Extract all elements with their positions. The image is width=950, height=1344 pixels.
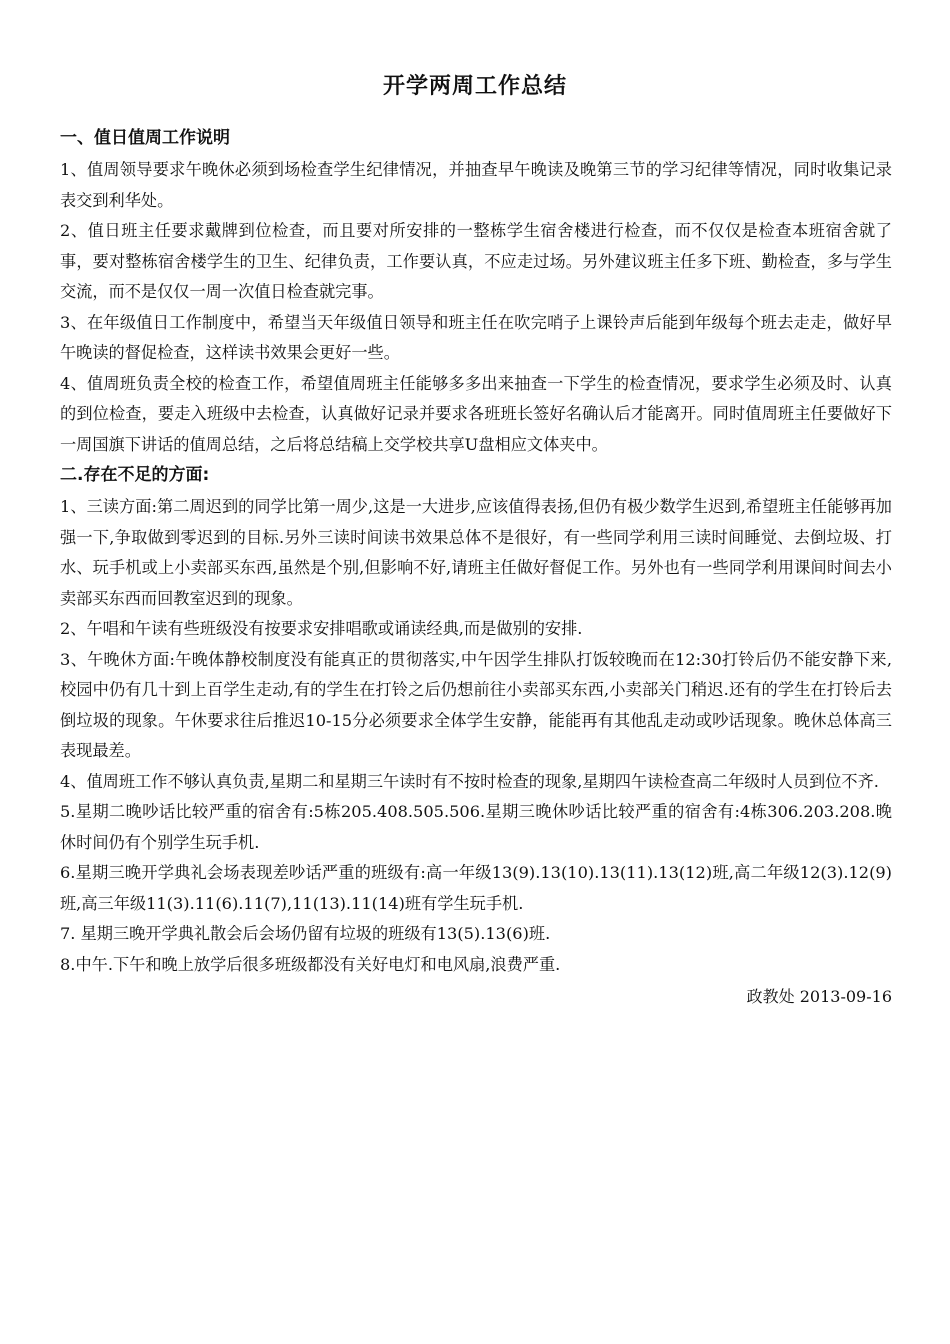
document-title: 开学两周工作总结 [382,74,567,99]
section-2-item: 5.星期二晚吵话比较严重的宿舍有:5栋205.408.505.506.星期三晚休吵话比较严重的宿舍有:4栋306.203.208.晚休时间仍有个别学生玩手机. [60,802,892,852]
section-1-item: 1、值周领导要求午晚休必须到场检查学生纪律情况，并抽查早午晚读及晚第三节的学习纪律等情况，同时收集记录表交到利华处。 [60,160,892,210]
section-2-item: 3、午晚休方面:午晚体静校制度没有能真正的贯彻落实,中午因学生排队打饭较晚而在12:30打铃后仍不能安静下来,校园中仍有几十到上百学生走动,有的学生在打铃之后仍想前往小卖部买东西,小卖部关门稍迟.还有的学生在打铃后去倒垃圾的现象。午休要求往后推迟10-15分必须要求全体学生安静，能能再有其他乱走动或吵话现象。晚休总体高三表现最差。 [60,649,892,760]
document-body [60,125,892,1012]
signature-line: 政教处 2013-09-16 [746,987,892,1006]
section-1-item: 4、值周班负责全校的检查工作，希望值周班主任能够多多出来抽查一下学生的检查情况，要求学生必须及时、认真的到位检查，要走入班级中去检查，认真做好记录并要求各班班长签好名确认后才能离开。同时值周班主任要做好下一周国旗下讲话的值周总结，之后将总结稿上交学校共享U盘相应文体夹中。 [60,373,892,454]
section-2-heading: 二.存在不足的方面: [60,465,210,485]
section-2-item: 2、午唱和午读有些班级没有按要求安排唱歌或诵读经典,而是做别的安排. [60,619,583,638]
section-2-item: 8.中午.下午和晚上放学后很多班级都没有关好电灯和电风扇,浪费严重. [60,954,561,974]
section-2-item: 4、值周班工作不够认真负责,星期二和星期三午读时有不按时检查的现象,星期四午读检查高二年级时人员到位不齐. [60,771,879,791]
section-1-item: 2、值日班主任要求戴牌到位检查，而且要对所安排的一整栋学生宿舍楼进行检查，而不仅仅是检查本班宿舍就了事，要对整栋宿舍楼学生的卫生、纪律负责，工作要认真，不应走过场。另外建议班主任多下班、勤检查，多与学生交流，而不是仅仅一周一次值日检查就完事。 [60,221,892,301]
section-2-item: 6.星期三晚开学典礼会场表现差吵话严重的班级有:高一年级13(9).13(10).13(11).13(12)班,高二年级12(3).12(9)班,高三年级11(3).11(6).11(7),11(13).11(14)班有学生玩手机. [60,863,892,913]
section-2-item: 1、三读方面:第二周迟到的同学比第一周少,这是一大进步,应该值得表扬,但仍有极少数学生迟到,希望班主任能够再加强一下,争取做到零迟到的目标.另外三读时间读书效果总体不是很好，有一些同学利用三读时间睡觉、去倒垃圾、打水、玩手机或上小卖部买东西,虽然是个别,但影响不好,请班主任做好督促工作。另外也有一些同学利用课间时间去小卖部买东西而回教室迟到的现象。 [60,497,892,608]
section-1-heading: 一、值日值周工作说明 [60,128,230,148]
section-2-item: 7. 星期三晚开学典礼散会后会场仍留有垃圾的班级有13(5).13(6)班. [60,924,551,943]
section-1-item: 3、在年级值日工作制度中，希望当天年级值日领导和班主任在吹完哨子上课铃声后能到年级每个班去走走，做好早午晚读的督促检查，这样读书效果会更好一些。 [60,312,892,362]
